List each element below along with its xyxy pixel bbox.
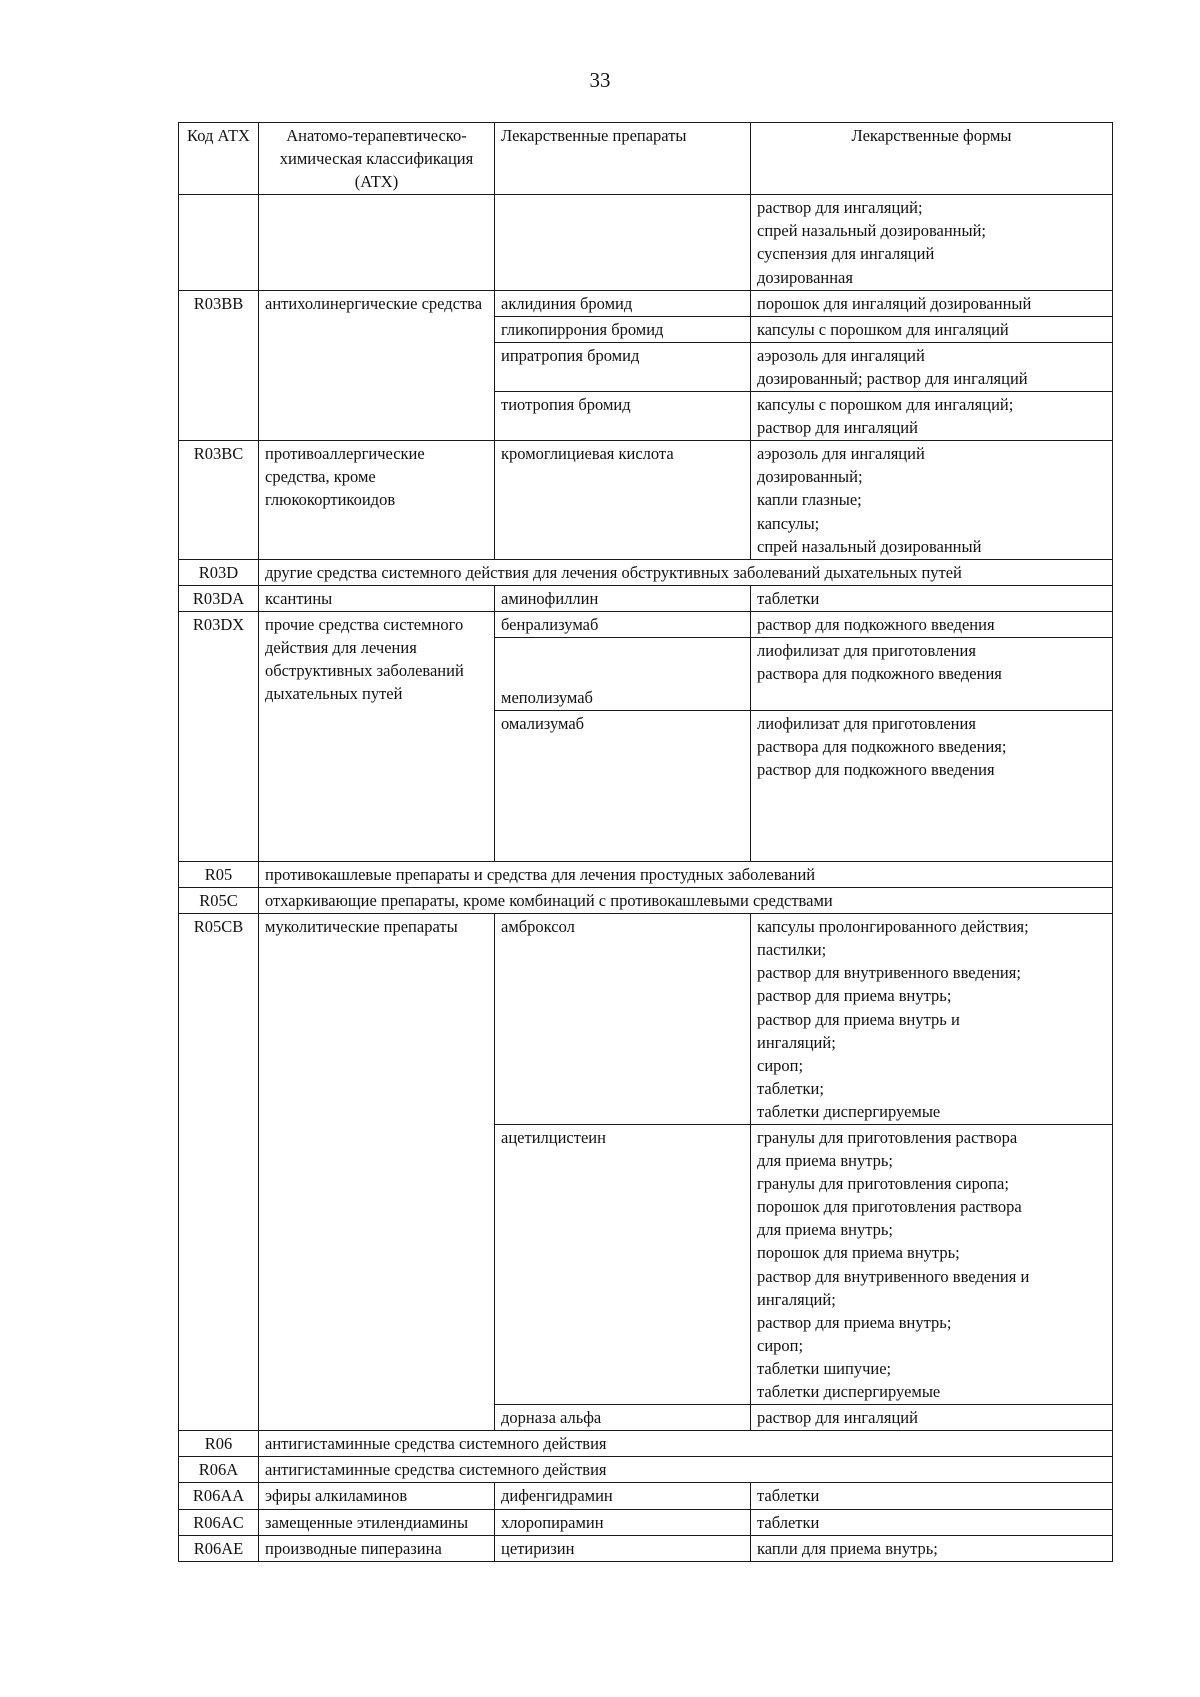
- form-line: суспензия для ингаляций: [757, 244, 935, 264]
- drug-name: меполизумаб: [501, 687, 593, 707]
- form-line: раствор для приема внутрь;: [757, 1312, 952, 1332]
- forms-cell: [751, 710, 1113, 861]
- forms-cell: [751, 914, 1113, 1125]
- code-cell: R06AA: [179, 1483, 259, 1509]
- form-line: раствор для подкожного введения: [757, 760, 995, 780]
- form-line: раствора для подкожного введения;: [757, 737, 1007, 757]
- form-line: спрей назальный дозированный;: [757, 221, 987, 241]
- code-cell: R03BB: [179, 290, 259, 441]
- forms-cell: таблетки: [751, 585, 1113, 611]
- drug-cell: аминофиллин: [495, 585, 751, 611]
- form-line: гранулы для приготовления сиропа;: [757, 1174, 1009, 1194]
- atc-cell: антигистаминные средства системного действия: [259, 1457, 1113, 1483]
- form-line: таблетки шипучие;: [757, 1358, 892, 1378]
- code-cell: R03DA: [179, 585, 259, 611]
- form-line: раствор для приема внутрь;: [757, 986, 952, 1006]
- form-line: таблетки диспергируемые: [757, 1382, 941, 1402]
- drug-cell: дифенгидрамин: [495, 1483, 751, 1509]
- form-line: раствора для подкожного введения: [757, 664, 1002, 684]
- form-line: ингаляций;: [757, 1289, 836, 1309]
- drug-cell: кромоглициевая кислота: [495, 441, 751, 559]
- form-line: капсулы;: [757, 513, 820, 533]
- atc-cell: прочие средства системного действия для лечения обструктивных заболеваний дыхательных путей: [259, 611, 495, 861]
- form-line: раствор для ингаляций;: [757, 198, 923, 218]
- header-atc: Анатомо-терапевтическо-химическая классификация (АТХ): [259, 123, 495, 195]
- atc-cell: антихолинергические средства: [259, 290, 495, 441]
- forms-cell: [751, 195, 1113, 290]
- table-row-continuation: [179, 195, 1113, 290]
- forms-cell: раствор для ингаляций: [751, 1405, 1113, 1431]
- form-line: пастилки;: [757, 940, 827, 960]
- forms-cell: таблетки: [751, 1483, 1113, 1509]
- forms-cell: раствор для подкожного введения: [751, 611, 1113, 637]
- form-line: порошок для приготовления раствора: [757, 1197, 1022, 1217]
- atc-cell: противокашлевые препараты и средства для лечения простудных заболеваний: [259, 861, 1113, 887]
- form-line: для приема внутрь;: [757, 1220, 893, 1240]
- drug-cell: [495, 637, 751, 710]
- table-row-r03dx: [179, 611, 1113, 637]
- atc-cell: [259, 195, 495, 290]
- atc-cell: эфиры алкиламинов: [259, 1483, 495, 1509]
- code-cell: R06: [179, 1431, 259, 1457]
- forms-cell: [751, 342, 1113, 391]
- code-cell: R06A: [179, 1457, 259, 1483]
- forms-cell: [751, 637, 1113, 710]
- code-cell: R05: [179, 861, 259, 887]
- form-line: ингаляций;: [757, 1032, 836, 1052]
- form-line: аэрозоль для ингаляций: [757, 444, 925, 464]
- table-row-r03bc: [179, 441, 1113, 559]
- form-line: сироп;: [757, 1055, 804, 1075]
- header-code: Код АТХ: [179, 123, 259, 195]
- forms-cell: капсулы с порошком для ингаляций: [751, 316, 1113, 342]
- form-line: дозированная: [757, 267, 853, 287]
- table-row-r05cb: [179, 914, 1113, 1125]
- form-line: таблетки;: [757, 1078, 824, 1098]
- page-number: 33: [589, 68, 611, 92]
- forms-cell: [751, 1125, 1113, 1405]
- drug-cell: хлоропирамин: [495, 1509, 751, 1535]
- form-line: капли глазные;: [757, 490, 862, 510]
- drug-cell: гликопиррония бромид: [495, 316, 751, 342]
- atc-cell: антигистаминные средства системного действия: [259, 1431, 1113, 1457]
- drug-cell: дорназа альфа: [495, 1405, 751, 1431]
- form-line: раствор для внутривенного введения и: [757, 1266, 1030, 1286]
- forms-cell: капли для приема внутрь;: [751, 1535, 1113, 1561]
- form-line: гранулы для приготовления раствора: [757, 1128, 1018, 1147]
- code-cell: R06AE: [179, 1535, 259, 1561]
- table-row-r06: [179, 1431, 1113, 1457]
- atc-cell: отхаркивающие препараты, кроме комбинаций с противокашлевыми средствами: [259, 888, 1113, 914]
- drug-cell: омализумаб: [495, 710, 751, 861]
- atc-cell: замещенные этилендиамины: [259, 1509, 495, 1535]
- atc-cell: муколитические препараты: [259, 914, 495, 1431]
- table-row-r06a: [179, 1457, 1113, 1483]
- form-line: капсулы пролонгированного действия;: [757, 917, 1029, 937]
- drug-cell: ацетилцистеин: [495, 1125, 751, 1405]
- form-line: для приема внутрь;: [757, 1151, 893, 1171]
- form-line: спрей назальный дозированный: [757, 536, 982, 556]
- code-cell: R05CB: [179, 914, 259, 1431]
- drug-cell: цетиризин: [495, 1535, 751, 1561]
- form-line: лиофилизат для приготовления: [757, 713, 976, 733]
- forms-cell: порошок для ингаляций дозированный: [751, 290, 1113, 316]
- form-line: раствор для внутривенного введения;: [757, 963, 1021, 983]
- table-header-row: [179, 123, 1113, 195]
- form-line: порошок для приема внутрь;: [757, 1243, 960, 1263]
- code-cell: [179, 195, 259, 290]
- drug-cell: аклидиния бромид: [495, 290, 751, 316]
- table-row-r06ac: [179, 1509, 1113, 1535]
- drug-cell: тиотропия бромид: [495, 392, 751, 441]
- form-line: раствор для ингаляций: [757, 418, 918, 438]
- table-row-r06aa: [179, 1483, 1113, 1509]
- form-line: сироп;: [757, 1335, 804, 1355]
- forms-cell: [751, 392, 1113, 441]
- atc-drug-table: [178, 122, 1113, 1562]
- atc-cell: ксантины: [259, 585, 495, 611]
- form-line: капсулы с порошком для ингаляций;: [757, 395, 1014, 415]
- table-row-r03bb: [179, 290, 1113, 316]
- table-row-r03d: [179, 559, 1113, 585]
- code-cell: R03BC: [179, 441, 259, 559]
- forms-cell: таблетки: [751, 1509, 1113, 1535]
- drug-cell: бенрализумаб: [495, 611, 751, 637]
- code-cell: R03D: [179, 559, 259, 585]
- atc-cell: противоаллергические средства, кроме глюкокортикоидов: [259, 441, 495, 559]
- drug-cell: ипратропия бромид: [495, 342, 751, 391]
- drug-cell: [495, 195, 751, 290]
- drug-cell: амброксол: [495, 914, 751, 1125]
- form-line: аэрозоль для ингаляций: [757, 345, 925, 365]
- table-row-r03da: [179, 585, 1113, 611]
- table-row-r06ae: [179, 1535, 1113, 1561]
- table-row-r05: [179, 861, 1113, 887]
- table-row-r05c: [179, 888, 1113, 914]
- header-drugs: Лекарственные препараты: [495, 123, 751, 195]
- form-line: дозированный; раствор для ингаляций: [757, 368, 1028, 388]
- form-line: дозированный;: [757, 467, 863, 487]
- atc-cell: производные пиперазина: [259, 1535, 495, 1561]
- form-line: таблетки диспергируемые: [757, 1101, 941, 1121]
- atc-cell: другие средства системного действия для лечения обструктивных заболеваний дыхательных путей: [259, 559, 1113, 585]
- code-cell: R06AC: [179, 1509, 259, 1535]
- form-line: лиофилизат для приготовления: [757, 640, 976, 660]
- code-cell: R05C: [179, 888, 259, 914]
- header-forms: Лекарственные формы: [751, 123, 1113, 195]
- forms-cell: [751, 441, 1113, 559]
- form-line: раствор для приема внутрь и: [757, 1009, 960, 1029]
- code-cell: R03DX: [179, 611, 259, 861]
